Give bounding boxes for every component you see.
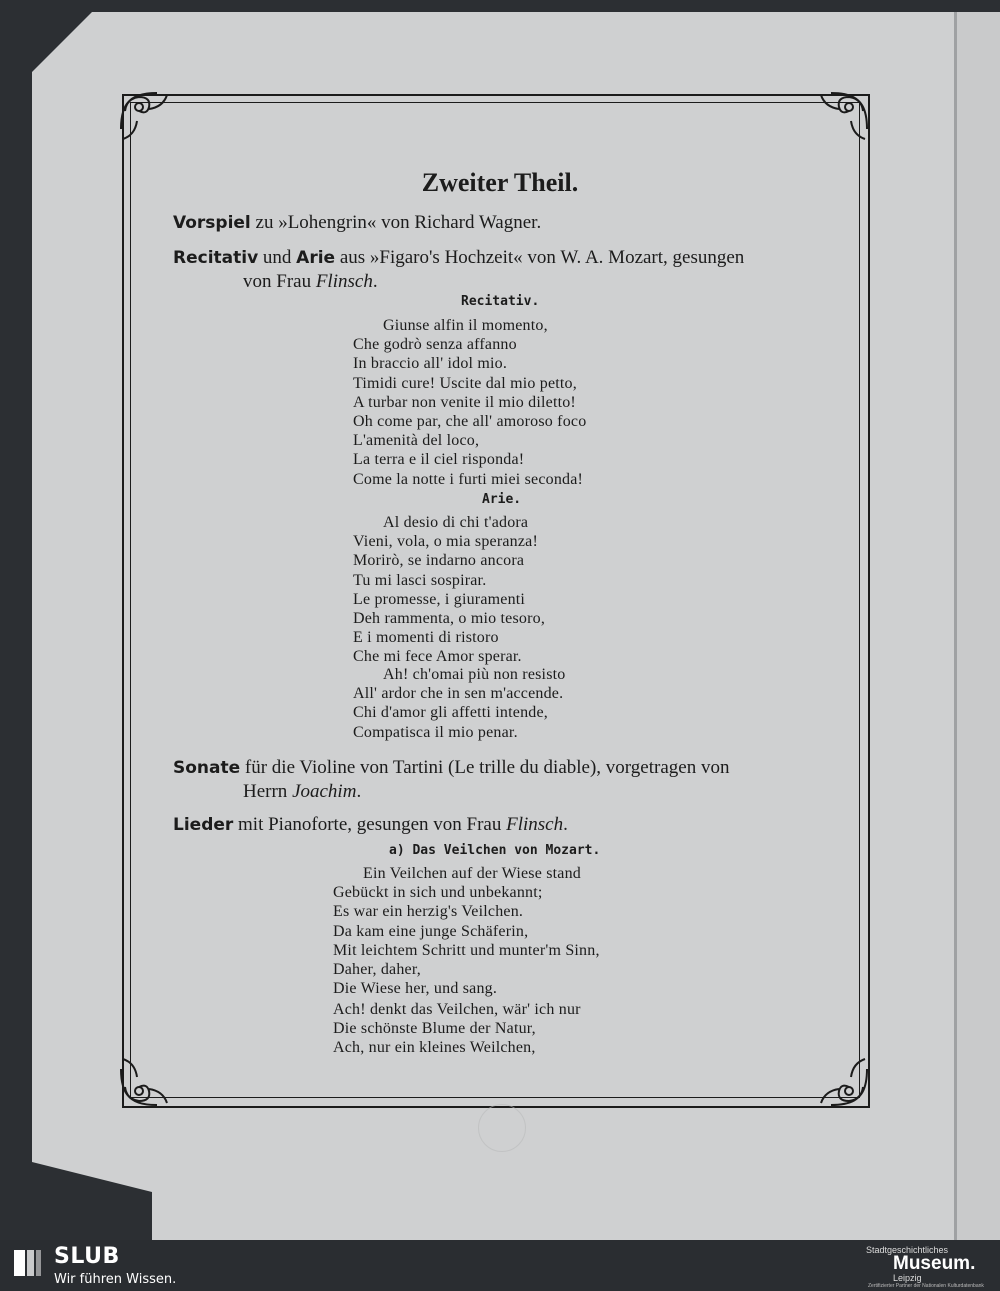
performer-name: Joachim (292, 781, 357, 802)
verse-line: Gebückt in sich und unbekannt; (333, 884, 543, 902)
museum-fineprint: Zertifizierter Partner der Nationalen Kulturdatenbank (868, 1283, 984, 1289)
verse-line: Compatisca il mio penar. (353, 723, 518, 741)
verse-line: E i momenti di ristoro (353, 629, 499, 647)
item-text: . (372, 271, 378, 292)
verse-line: Oh come par, che all' amoroso foco (353, 413, 587, 431)
performer-name: Flinsch (315, 271, 373, 292)
recitativ-label: Recitativ. (461, 294, 540, 309)
verse-line: Ein Veilchen auf der Wiese stand (363, 865, 581, 882)
verse-line: Es war ein herzig's Veilchen. (333, 903, 524, 921)
item-keyword: Lieder (173, 815, 234, 835)
section-heading: Zweiter Theil. (421, 168, 579, 197)
item-text: mit Pianoforte, gesungen von Frau (233, 814, 507, 835)
slub-name[interactable]: SLUB (54, 1244, 120, 1269)
item-text: Herrn (243, 781, 293, 802)
museum-small-text: Stadtgeschichtliches (866, 1245, 949, 1255)
item-keyword: Recitativ (173, 248, 259, 268)
item-text: und (258, 247, 297, 268)
program-item-vorspiel (173, 211, 833, 235)
museum-city: Leipzig (893, 1273, 922, 1283)
verse-line: Al desio di chi t'adora (383, 514, 529, 531)
library-stamp (478, 1104, 526, 1152)
slub-tagline: Wir führen Wissen. (54, 1272, 177, 1287)
verse-line: L'amenità del loco, (353, 432, 480, 450)
verse-line: Mit leichtem Schritt und munter'm Sinn, (333, 941, 600, 959)
verse-line: Ach, nur ein kleines Weilchen, (333, 1039, 536, 1057)
verse-line: Deh rammenta, o mio tesoro, (353, 610, 546, 628)
program-item-lieder (173, 813, 833, 837)
item-keyword: Vorspiel (173, 213, 251, 233)
verse-line: All' ardor che in sen m'accende. (353, 685, 564, 703)
recitativ-verse (353, 316, 586, 489)
arie-label: Arie. (482, 492, 522, 507)
item-text: von Frau (243, 271, 316, 292)
program-item-recitativ-arie (173, 246, 833, 294)
verse-line: Giunse alfin il momento, (383, 317, 548, 334)
arie-verse (353, 513, 545, 667)
slub-logo-icon[interactable] (12, 1246, 46, 1280)
song-verse-continued (333, 1000, 581, 1058)
verse-line: Die schönste Blume der Natur, (333, 1020, 536, 1038)
verse-line: Ach! denkt das Veilchen, wär' ich nur (333, 1001, 581, 1018)
verse-line: Morirò, se indarno ancora (353, 552, 525, 570)
verse-line: Da kam eine junge Schäferin, (333, 922, 529, 940)
program-item-sonate (173, 756, 833, 804)
verse-line: A turbar non venite il mio diletto! (353, 393, 576, 411)
item-text: aus »Figaro's Hochzeit« von W. A. Mozart, gesungen (335, 247, 745, 268)
verse-line: Come la notte i furti miei seconda! (353, 470, 584, 488)
item-text: für die Violine von Tartini (Le trille du diable), vorgetragen von (240, 757, 730, 778)
verse-line: In braccio all' idol mio. (353, 355, 508, 373)
museum-name[interactable]: Museum. (893, 1253, 976, 1274)
verse-line: Tu mi lasci sospirar. (353, 571, 487, 589)
verse-line: Die Wiese her, und sang. (333, 980, 498, 998)
verse-line: Chi d'amor gli affetti intende, (353, 704, 548, 722)
item-text: . (563, 814, 568, 835)
performer-name: Flinsch (506, 814, 564, 835)
arie-verse-continued (353, 665, 565, 742)
verse-line: Timidi cure! Uscite dal mio petto, (353, 374, 577, 392)
verse-line: Daher, daher, (333, 961, 421, 979)
item-keyword: Arie (296, 248, 336, 268)
item-keyword: Sonate (173, 758, 241, 778)
verse-line: Le promesse, i giuramenti (353, 590, 526, 608)
item-text: . (356, 781, 362, 802)
item-text: zu »Lohengrin« von Richard Wagner. (250, 212, 542, 233)
verse-line: Vieni, vola, o mia speranza! (353, 533, 539, 551)
song-verse (333, 864, 600, 998)
verse-line: Che godrò senza affanno (353, 336, 517, 354)
verse-line: La terra e il ciel risponda! (353, 451, 525, 469)
verse-line: Ah! ch'omai più non resisto (383, 666, 566, 683)
verse-line: Che mi fece Amor sperar. (353, 648, 522, 666)
song-title: a) Das Veilchen von Mozart. (389, 843, 601, 858)
